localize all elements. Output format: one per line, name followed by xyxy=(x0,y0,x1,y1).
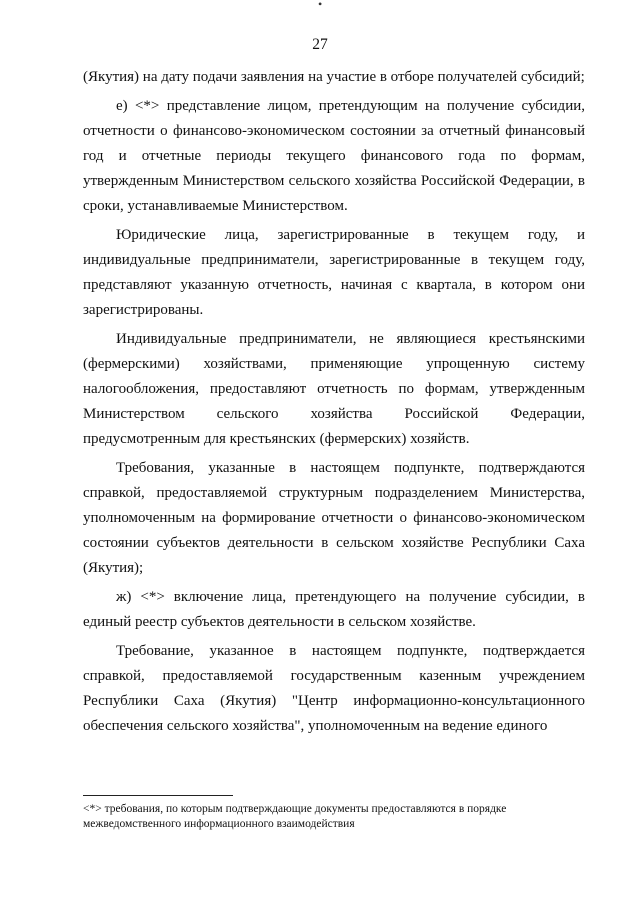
paragraph-item-e: е) <*> представление лицом, претендующим на получение субсидии, отчетности о финансово-экономическом состоянии за отчетный финансовый год и отчетные периоды текущего финансового года по формам, утвержденным Министерством сельского хозяйства Российской Федерации, в сроки, устанавливаемые Министерством. xyxy=(83,98,585,214)
paragraph-item-zh: ж) <*> включение лица, претендующего на получение субсидии, в единый реестр субъектов деятельности в сельском хозяйстве. xyxy=(83,589,585,630)
document-body xyxy=(83,65,585,743)
footnote: <*> требования, по которым подтверждающие документы предоставляются в порядке межведомственного информационного взаимодействия xyxy=(83,803,507,830)
paragraph-legal-entities: Юридические лица, зарегистрированные в текущем году, и индивидуальные предприниматели, зарегистрированные в текущем году, представляют указанную отчетность, начиная с квартала, в котором они зарегистрированы. xyxy=(83,227,585,318)
paragraph-continuation: (Якутия) на дату подачи заявления на участие в отборе получателей субсидий; xyxy=(83,69,585,85)
paragraph-individual-entrepreneurs: Индивидуальные предприниматели, не являющиеся крестьянскими (фермерскими) хозяйствами, применяющие упрощенную систему налогообложения, предоставляют отчетность по формам, утвержденным Министерством сельского хозяйства Российской Федерации, предусмотренным для крестьянских (фермерских) хозяйств. xyxy=(83,331,585,447)
footnote-divider xyxy=(83,795,233,796)
scan-mark: • xyxy=(318,0,323,11)
paragraph-requirement-zh: Требование, указанное в настоящем подпункте, подтверждается справкой, предоставляемой государственным казенным учреждением Республики Саха (Якутия) "Центр информационно-консультационного обеспечения сельского хозяйства", уполномоченным на ведение единого xyxy=(83,643,585,734)
paragraph-requirements-e: Требования, указанные в настоящем подпункте, подтверждаются справкой, предоставляемой структурным подразделением Министерства, уполномоченным на формирование отчетности о финансово-экономическом состоянии субъектов деятельности в сельском хозяйстве Республики Саха (Якутия); xyxy=(83,460,585,576)
page-number: 27 xyxy=(312,36,328,53)
